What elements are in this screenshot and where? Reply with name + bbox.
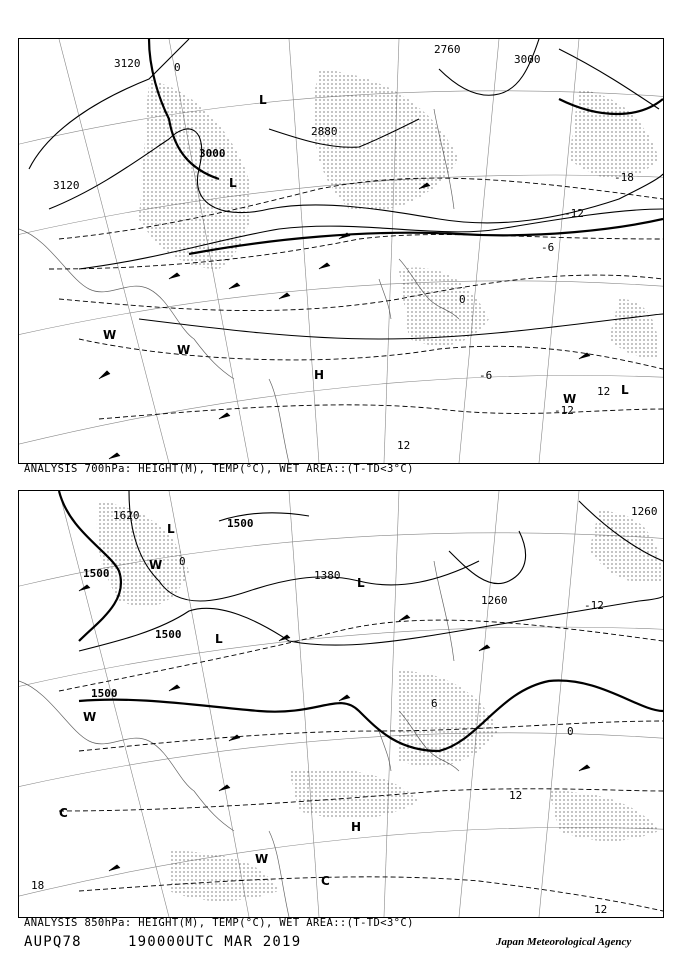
height-label: 1500 (227, 517, 254, 530)
low-marker: L (215, 632, 223, 646)
height-label: 1260 (631, 505, 658, 518)
chart-code: AUPQ78 (24, 934, 82, 950)
temp-label: 12 (597, 385, 611, 398)
height-label: 1500 (83, 567, 110, 580)
low-marker: L (259, 93, 267, 107)
height-label: 1380 (314, 569, 341, 582)
map-700hpa-graphic (19, 39, 663, 463)
temp-labels (31, 555, 607, 916)
temp-label: -12 (554, 404, 574, 417)
map-panel-850hpa (18, 490, 664, 918)
height-label: 3000 (514, 53, 541, 66)
height-label: 2760 (434, 43, 461, 56)
cold-marker: C (59, 806, 68, 820)
temp-label: -6 (479, 369, 493, 382)
temp-label: 0 (459, 293, 466, 306)
low-marker: L (229, 176, 237, 190)
panel-caption-700hpa: ANALYSIS 700hPa: HEIGHT(M), TEMP(°C), WET AREA::(T-TD<3°C) (24, 463, 414, 475)
valid-time: 190000UTC MAR 2019 (128, 934, 302, 950)
height-label: 1500 (91, 687, 118, 700)
low-marker: L (167, 522, 175, 536)
isotherms (59, 620, 663, 911)
temp-label: -12 (584, 599, 604, 612)
height-labels (53, 43, 541, 192)
temp-label: 0 (174, 61, 181, 74)
warm-marker: W (563, 392, 577, 406)
cold-marker: C (321, 874, 330, 888)
low-marker: L (357, 576, 365, 590)
low-marker: L (621, 383, 629, 397)
map-panel-700hpa (18, 38, 664, 464)
warm-marker: W (103, 328, 117, 342)
temp-label: -18 (614, 171, 634, 184)
temp-label: 0 (567, 725, 574, 738)
high-marker: H (351, 820, 362, 834)
temp-label: 6 (431, 697, 438, 710)
panel-caption-850hpa: ANALYSIS 850hPa: HEIGHT(M), TEMP(°C), WET AREA::(T-TD<3°C) (24, 917, 414, 929)
temp-label: 12 (594, 903, 608, 916)
warm-marker: W (149, 558, 163, 572)
high-marker: H (314, 368, 325, 382)
temp-label: -6 (541, 241, 555, 254)
height-label: 1620 (113, 509, 140, 522)
warm-marker: W (83, 710, 97, 724)
height-label: 1500 (155, 628, 182, 641)
temp-label: 12 (397, 439, 411, 452)
temp-label: 18 (31, 879, 45, 892)
warm-marker: W (255, 852, 269, 866)
warm-marker: W (177, 343, 191, 357)
agency-credit: Japan Meteorological Agency (496, 936, 632, 948)
height-label: 3000 (199, 147, 226, 160)
height-label: 3120 (114, 57, 141, 70)
temp-label: 0 (179, 555, 186, 568)
height-label: 3120 (53, 179, 80, 192)
height-label: 1260 (481, 594, 508, 607)
temp-label: 12 (509, 789, 523, 802)
map-850hpa-graphic (19, 491, 663, 917)
height-label: 2880 (311, 125, 338, 138)
temp-label: -12 (564, 207, 584, 220)
